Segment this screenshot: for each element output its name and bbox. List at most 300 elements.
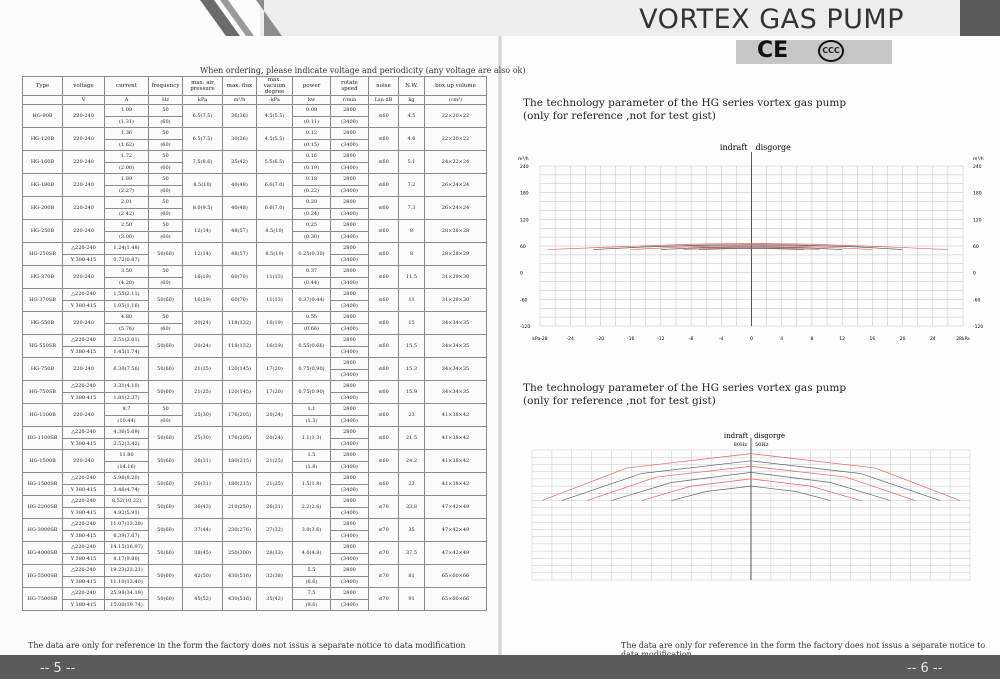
table-cell-vacuum: 20(24) <box>257 427 293 450</box>
x-tick-label: -24 <box>566 337 574 342</box>
table-cell-freq: 50 <box>149 128 183 140</box>
y-tick-label-right: 0 <box>973 271 976 277</box>
table-cell-power: 4.0(4.8) <box>293 542 331 565</box>
chart2-annotation: disgorge <box>754 432 785 440</box>
table-row <box>23 404 487 416</box>
table-cell-current: 1.24(1.48) <box>105 243 149 255</box>
table-cell-type: HG-4000SB <box>23 542 63 565</box>
table-cell-noise: ≤70 <box>369 542 399 565</box>
table-cell-vacuum: 26(31) <box>257 496 293 519</box>
table-cell-pressure: 16(19) <box>183 289 223 312</box>
table-cell-nw: 15 <box>399 312 425 335</box>
table-cell-power: (6.6) <box>293 576 331 588</box>
brand-title: VORTEX GAS PUMP <box>639 4 904 35</box>
table-cell-voltage: Y 380-415 <box>63 530 105 542</box>
table-cell-speed: (3400) <box>331 484 369 496</box>
chart1-title: The technology parameter of the HG series vortex gas pump <box>523 97 847 109</box>
table-cell-speed: (3400) <box>331 415 369 427</box>
y-tick-label-right: -120 <box>973 325 984 330</box>
table-cell-speed: 2800 <box>331 289 369 301</box>
table-cell-vacuum: 11(13) <box>257 266 293 289</box>
table-cell-flux: 40(48) <box>223 174 257 197</box>
table-cell-box: 65×60×66 <box>425 565 487 588</box>
table-cell-speed: (3400) <box>331 438 369 450</box>
x-tick-label: 16 <box>869 337 876 342</box>
table-cell-freq: (60) <box>149 185 183 197</box>
table-cell-freq: (60) <box>149 323 183 335</box>
table-cell-voltage: △220-240 <box>63 243 105 255</box>
table-cell-vacuum: 21(25) <box>257 473 293 496</box>
table-cell-noise: ≤70 <box>369 496 399 519</box>
table-cell-speed: (3400) <box>331 254 369 266</box>
table-cell-pressure: 12(14) <box>183 243 223 266</box>
table-unit-cell: -kPa <box>257 96 293 105</box>
table-cell-power: 0.75(0.90) <box>293 358 331 381</box>
table-cell-speed: (3400) <box>331 530 369 542</box>
table-cell-nw: 24.2 <box>399 450 425 473</box>
table-cell-flux: 250(300) <box>223 542 257 565</box>
table-cell-vacuum: 35(42) <box>257 588 293 611</box>
table-cell-current: 5.96(8.20) <box>105 473 149 485</box>
table-cell-pressure: 21(25) <box>183 381 223 404</box>
table-cell-type: HG-550B <box>23 312 63 335</box>
y-tick-label: 240 <box>520 165 529 170</box>
x-tick-label: kPa-28 <box>532 337 548 342</box>
table-unit-cell: Hz <box>149 96 183 105</box>
table-cell-power: (0.19) <box>293 162 331 174</box>
table-cell-power: 0.09 <box>293 105 331 117</box>
table-cell-current: 8.17(9.80) <box>105 553 149 565</box>
table-cell-vacuum: 4.5(5.5) <box>257 128 293 151</box>
table-header-cell: frequency <box>149 77 183 96</box>
table-cell-flux: 118(132) <box>223 335 257 358</box>
table-cell-speed: (3400) <box>331 392 369 404</box>
table-cell-noise: ≤60 <box>369 174 399 197</box>
table-cell-power: (0.11) <box>293 116 331 128</box>
table-cell-pressure: 25(30) <box>183 427 223 450</box>
x-tick-label: -4 <box>719 337 724 342</box>
table-unit-cell: (cm³) <box>425 96 487 105</box>
indraft-label: indraft <box>719 143 748 152</box>
table-unit-cell: kg <box>399 96 425 105</box>
table-cell-type: HG-90B <box>23 105 63 128</box>
table-cell-power: (0.44) <box>293 277 331 289</box>
table-cell-freq: 50(60) <box>149 243 183 266</box>
page-number-left: -- 5 -- <box>40 661 76 676</box>
table-cell-power: 3.0(3.6) <box>293 519 331 542</box>
table-row <box>23 174 487 186</box>
table-cell-power: 0.12 <box>293 128 331 140</box>
table-cell-nw: 11 <box>399 289 425 312</box>
table-cell-type: HG-160B <box>23 151 63 174</box>
y-tick-label-right: 60 <box>973 245 979 250</box>
table-row <box>23 519 487 531</box>
table-cell-flux: 118(132) <box>223 312 257 335</box>
table-cell-pressure: 6.5(7.5) <box>183 105 223 128</box>
table-cell-noise: ≤60 <box>369 358 399 381</box>
table-cell-freq: 50(60) <box>149 496 183 519</box>
table-unit-cell: kw <box>293 96 331 105</box>
table-cell-voltage: 220-240 <box>63 197 105 220</box>
table-cell-type: HG-1100SB <box>23 427 63 450</box>
ce-mark: CE <box>757 38 789 63</box>
book-spine <box>498 0 502 679</box>
table-cell-current: 1.09 <box>105 105 149 117</box>
table-row <box>23 105 487 117</box>
table-cell-current: 6.30(7.56) <box>105 358 149 381</box>
table-cell-current: (2.27) <box>105 185 149 197</box>
table-cell-pressure: 42(50) <box>183 565 223 588</box>
table-cell-box: 41×38×42 <box>425 404 487 427</box>
table-cell-current: (5.76) <box>105 323 149 335</box>
table-cell-voltage: △220-240 <box>63 588 105 600</box>
table-row <box>23 565 487 577</box>
table-cell-freq: 50 <box>149 220 183 232</box>
table-cell-freq: 50(60) <box>149 381 183 404</box>
table-cell-power: 1.1 <box>293 404 331 416</box>
table-cell-vacuum: 28(33) <box>257 542 293 565</box>
table-cell-voltage: 220-240 <box>63 128 105 151</box>
table-cell-type: HG-200B <box>23 197 63 220</box>
x-tick-label: -16 <box>626 337 635 342</box>
table-cell-freq: (60) <box>149 277 183 289</box>
table-cell-speed: 2800 <box>331 151 369 163</box>
table-cell-flux: 48(57) <box>223 243 257 266</box>
table-cell-power: 0.55 <box>293 312 331 324</box>
table-row <box>23 588 487 600</box>
table-cell-noise: ≤70 <box>369 519 399 542</box>
table-cell-noise: ≤60 <box>369 151 399 174</box>
table-cell-speed: 2800 <box>331 404 369 416</box>
table-cell-nw: 23 <box>399 404 425 427</box>
table-cell-freq: 50(60) <box>149 335 183 358</box>
table-cell-voltage: △220-240 <box>63 335 105 347</box>
disgorge-label: disgorge <box>755 143 791 152</box>
table-cell-freq: 50 <box>149 404 183 416</box>
table-cell-noise: ≤60 <box>369 266 399 289</box>
table-row <box>23 358 487 370</box>
chart1-plot <box>518 138 988 350</box>
y-tick-label: 60 <box>520 245 526 250</box>
table-cell-voltage: 220-240 <box>63 151 105 174</box>
x-tick-label: 12 <box>839 337 846 342</box>
table-cell-noise: ≤60 <box>369 450 399 473</box>
table-cell-nw: 5.1 <box>399 151 425 174</box>
table-cell-speed: 2800 <box>331 473 369 485</box>
table-cell-power: 0.75(0.90) <box>293 381 331 404</box>
table-cell-noise: ≤60 <box>369 381 399 404</box>
table-cell-nw: 15.5 <box>399 335 425 358</box>
table-cell-current: (2.00) <box>105 162 149 174</box>
table-cell-pressure: 45(52) <box>183 588 223 611</box>
table-header-cell: noise <box>369 77 399 96</box>
table-unit-cell: kPa <box>183 96 223 105</box>
table-cell-voltage: △220-240 <box>63 542 105 554</box>
table-cell-power: 0.55(0.66) <box>293 335 331 358</box>
table-cell-nw: 11.5 <box>399 266 425 289</box>
table-cell-voltage: 220-240 <box>63 266 105 289</box>
table-cell-type: HG-120B <box>23 128 63 151</box>
table-cell-current: 25.98(34.19) <box>105 588 149 600</box>
table-cell-speed: (3400) <box>331 553 369 565</box>
table-cell-power: (1.3) <box>293 415 331 427</box>
table-cell-voltage: △220-240 <box>63 473 105 485</box>
table-cell-freq: (60) <box>149 162 183 174</box>
y-tick-label-right: -60 <box>973 298 981 304</box>
ccc-mark: CCC <box>818 40 844 62</box>
table-cell-speed: (3400) <box>331 116 369 128</box>
table-unit-cell: r/min <box>331 96 369 105</box>
table-cell-noise: ≤60 <box>369 220 399 243</box>
table-cell-current: 8.7 <box>105 404 149 416</box>
table-cell-box: 41×38×42 <box>425 427 487 450</box>
table-cell-speed: (3400) <box>331 346 369 358</box>
table-cell-flux: 430(516) <box>223 565 257 588</box>
table-cell-speed: 2800 <box>331 220 369 232</box>
table-cell-flux: 35(42) <box>223 151 257 174</box>
table-cell-voltage: △220-240 <box>63 496 105 508</box>
table-cell-speed: 2800 <box>331 174 369 186</box>
table-header-cell: voltage <box>63 77 105 96</box>
table-unit-cell: A <box>105 96 149 105</box>
table-cell-type: HG-2200SB <box>23 496 63 519</box>
table-cell-freq: 50(60) <box>149 289 183 312</box>
table-cell-power: (0.22) <box>293 185 331 197</box>
table-cell-vacuum: 16(19) <box>257 312 293 335</box>
y-tick-label-right: 240 <box>973 165 982 170</box>
table-cell-power: 1.1(1.3) <box>293 427 331 450</box>
table-cell-current: 2.52(3.42) <box>105 438 149 450</box>
table-cell-speed: (3400) <box>331 162 369 174</box>
x-tick-label: 0 <box>750 337 753 342</box>
table-cell-freq: 50(60) <box>149 427 183 450</box>
table-cell-noise: ≤60 <box>369 289 399 312</box>
table-cell-pressure: 7.5(8.6) <box>183 151 223 174</box>
table-cell-type: HG-1500SB <box>23 473 63 496</box>
table-body <box>23 105 487 611</box>
table-row <box>23 427 487 439</box>
table-cell-pressure: 37(44) <box>183 519 223 542</box>
table-cell-speed: (3400) <box>331 323 369 335</box>
table-header-cell: current <box>105 77 149 96</box>
table-cell-voltage: △220-240 <box>63 519 105 531</box>
table-cell-current: 1.55(2.11) <box>105 289 149 301</box>
table-cell-speed: 2800 <box>331 588 369 600</box>
chart2-annotation: indraft <box>723 432 748 440</box>
table-cell-vacuum: 17(20) <box>257 358 293 381</box>
table-cell-power: 0.16 <box>293 151 331 163</box>
table-cell-flux: 176(205) <box>223 427 257 450</box>
chart2-plot <box>518 430 988 595</box>
y-tick-label: -120 <box>520 325 531 330</box>
table-header-cell: max. air pressure <box>183 77 223 96</box>
table-unit-cell <box>23 96 63 105</box>
table-cell-voltage: Y 380-415 <box>63 438 105 450</box>
order-note: When ordering, please indicate voltage and periodicity (any voltage are also ok) <box>200 66 526 75</box>
table-cell-freq: 50(60) <box>149 588 183 611</box>
table-cell-current: 15.00(19.74) <box>105 599 149 611</box>
chart2-annotation: 50Hz <box>755 442 769 448</box>
table-cell-freq: 50 <box>149 266 183 278</box>
table-cell-nw: 15.3 <box>399 358 425 381</box>
table-row <box>23 450 487 462</box>
table-cell-box: 65×60×66 <box>425 588 487 611</box>
table-cell-speed: 2800 <box>331 105 369 117</box>
table-cell-current: 3.31(4.10) <box>105 381 149 393</box>
table-cell-flux: 30(36) <box>223 128 257 151</box>
table-cell-voltage: Y 380-415 <box>63 484 105 496</box>
table-cell-current: (10.44) <box>105 415 149 427</box>
table-cell-speed: 2800 <box>331 335 369 347</box>
table-cell-current: (3.00) <box>105 231 149 243</box>
table-cell-freq: (60) <box>149 231 183 243</box>
table-cell-vacuum: 8.5(10) <box>257 243 293 266</box>
table-header-cell: box up volume <box>425 77 487 96</box>
table-cell-pressure: 6.5(7.5) <box>183 128 223 151</box>
table-row <box>23 335 487 347</box>
table-cell-pressure: 8.5(10) <box>183 174 223 197</box>
table-cell-type: HG-550SB <box>23 335 63 358</box>
table-cell-noise: ≤60 <box>369 404 399 427</box>
table-cell-flux: 60(70) <box>223 289 257 312</box>
table-cell-vacuum: 17(20) <box>257 381 293 404</box>
table-cell-speed: 2800 <box>331 519 369 531</box>
table-header-cell: max. flux <box>223 77 257 96</box>
table-cell-nw: 35 <box>399 519 425 542</box>
table-cell-flux: 180(215) <box>223 450 257 473</box>
table-cell-current: 1.81(2.37) <box>105 392 149 404</box>
table-cell-voltage: Y 380-415 <box>63 576 105 588</box>
y-tick-label: 180 <box>520 191 529 197</box>
table-row <box>23 312 487 324</box>
table-cell-noise: ≤70 <box>369 588 399 611</box>
table-cell-vacuum: 6.6(7.0) <box>257 197 293 220</box>
table-row <box>23 266 487 278</box>
table-cell-speed: (3400) <box>331 185 369 197</box>
table-cell-box: 34×34×35 <box>425 381 487 404</box>
y-axis-label: m³/h <box>518 157 529 162</box>
table-cell-type: HG-250B <box>23 220 63 243</box>
table-cell-type: HG-7500SB <box>23 588 63 611</box>
table-cell-current: (14.16) <box>105 461 149 473</box>
table-cell-box: 47×42×49 <box>425 496 487 519</box>
table-cell-nw: 15.9 <box>399 381 425 404</box>
table-cell-flux: 36(36) <box>223 105 257 128</box>
table-cell-noise: ≤60 <box>369 197 399 220</box>
table-cell-flux: 40(48) <box>223 197 257 220</box>
chart2-subtitle: (only for reference ,not for test gist) <box>523 395 716 407</box>
y-tick-label: -60 <box>520 298 528 304</box>
x-tick-label: -20 <box>596 337 605 342</box>
table-cell-voltage: Y 380-415 <box>63 254 105 266</box>
table-cell-voltage: 220-240 <box>63 220 105 243</box>
table-cell-pressure: 25(30) <box>183 404 223 427</box>
table-cell-power: 0.20 <box>293 197 331 209</box>
chart1-subtitle: (only for reference ,not for test gist) <box>523 110 716 122</box>
table-cell-box: 41×38×42 <box>425 450 487 473</box>
table-cell-box: 28×28×28 <box>425 220 487 243</box>
table-row <box>23 197 487 209</box>
table-cell-vacuum: 20(24) <box>257 404 293 427</box>
table-cell-vacuum: 6.6(7.0) <box>257 174 293 197</box>
table-cell-pressure: 21(25) <box>183 358 223 381</box>
chart2-title: The technology parameter of the HG series vortex gas pump <box>523 382 847 394</box>
table-cell-noise: ≤60 <box>369 243 399 266</box>
table-cell-box: 41×38×42 <box>425 473 487 496</box>
table-cell-freq: 50 <box>149 151 183 163</box>
table-cell-current: 11.10(13.40) <box>105 576 149 588</box>
table-row <box>23 473 487 485</box>
table-cell-power: 0.18 <box>293 174 331 186</box>
spec-table <box>22 76 487 611</box>
table-cell-speed: 2800 <box>331 197 369 209</box>
table-cell-nw: 8 <box>399 220 425 243</box>
table-cell-voltage: 220-240 <box>63 105 105 128</box>
x-tick-label: -8 <box>688 337 694 342</box>
table-cell-power: (0.15) <box>293 139 331 151</box>
table-cell-nw: 7.3 <box>399 197 425 220</box>
table-row <box>23 151 487 163</box>
table-cell-speed: 2800 <box>331 128 369 140</box>
chart1-title-block <box>523 97 846 123</box>
table-cell-power: 0.37 <box>293 266 331 278</box>
table-cell-noise: ≤60 <box>369 128 399 151</box>
table-cell-speed: (3400) <box>331 576 369 588</box>
table-units-row <box>23 96 487 105</box>
table-cell-freq: 50 <box>149 174 183 186</box>
y-tick-label-right: 120 <box>973 218 982 224</box>
table-cell-speed: 2800 <box>331 381 369 393</box>
y-tick-label: 0 <box>520 271 523 277</box>
table-cell-voltage: Y 380-415 <box>63 392 105 404</box>
table-cell-box: 34×34×35 <box>425 312 487 335</box>
table-cell-nw: 37.5 <box>399 542 425 565</box>
table-cell-flux: 430(516) <box>223 588 257 611</box>
table-cell-freq: 50 <box>149 105 183 117</box>
table-cell-noise: ≤60 <box>369 473 399 496</box>
table-cell-noise: ≤70 <box>369 565 399 588</box>
table-cell-speed: (3400) <box>331 139 369 151</box>
table-cell-current: 2.50 <box>105 220 149 232</box>
table-cell-power: 0.25 <box>293 220 331 232</box>
table-cell-box: 22×20×22 <box>425 128 487 151</box>
page-number-right: -- 6 -- <box>907 661 943 676</box>
table-row <box>23 381 487 393</box>
table-cell-speed: 2800 <box>331 450 369 462</box>
table-cell-vacuum: 8.5(10) <box>257 220 293 243</box>
table-cell-box: 31×29×30 <box>425 266 487 289</box>
table-cell-current: 14.15(16.97) <box>105 542 149 554</box>
table-cell-flux: 48(57) <box>223 220 257 243</box>
table-cell-type: HG-250SB <box>23 243 63 266</box>
table-cell-box: 47×42×49 <box>425 542 487 565</box>
table-cell-current: 3.50 <box>105 266 149 278</box>
table-cell-box: 24×22×24 <box>425 151 487 174</box>
x-tick-label: 4 <box>780 337 784 342</box>
table-cell-voltage: 220-240 <box>63 358 105 381</box>
table-row <box>23 542 487 554</box>
y-tick-label-right: 180 <box>973 191 982 197</box>
table-cell-voltage: Y 380-415 <box>63 346 105 358</box>
table-cell-current: 6.39(7.67) <box>105 530 149 542</box>
table-cell-pressure: 38(45) <box>183 542 223 565</box>
table-cell-current: (2.42) <box>105 208 149 220</box>
table-cell-box: 28×28×29 <box>425 243 487 266</box>
table-cell-vacuum: 21(25) <box>257 450 293 473</box>
footer-note-right: The data are only for reference in the form the factory does not issus a separate notice to <box>621 641 986 650</box>
table-cell-speed: 2800 <box>331 243 369 255</box>
table-cell-current: 8.52(10.22) <box>105 496 149 508</box>
